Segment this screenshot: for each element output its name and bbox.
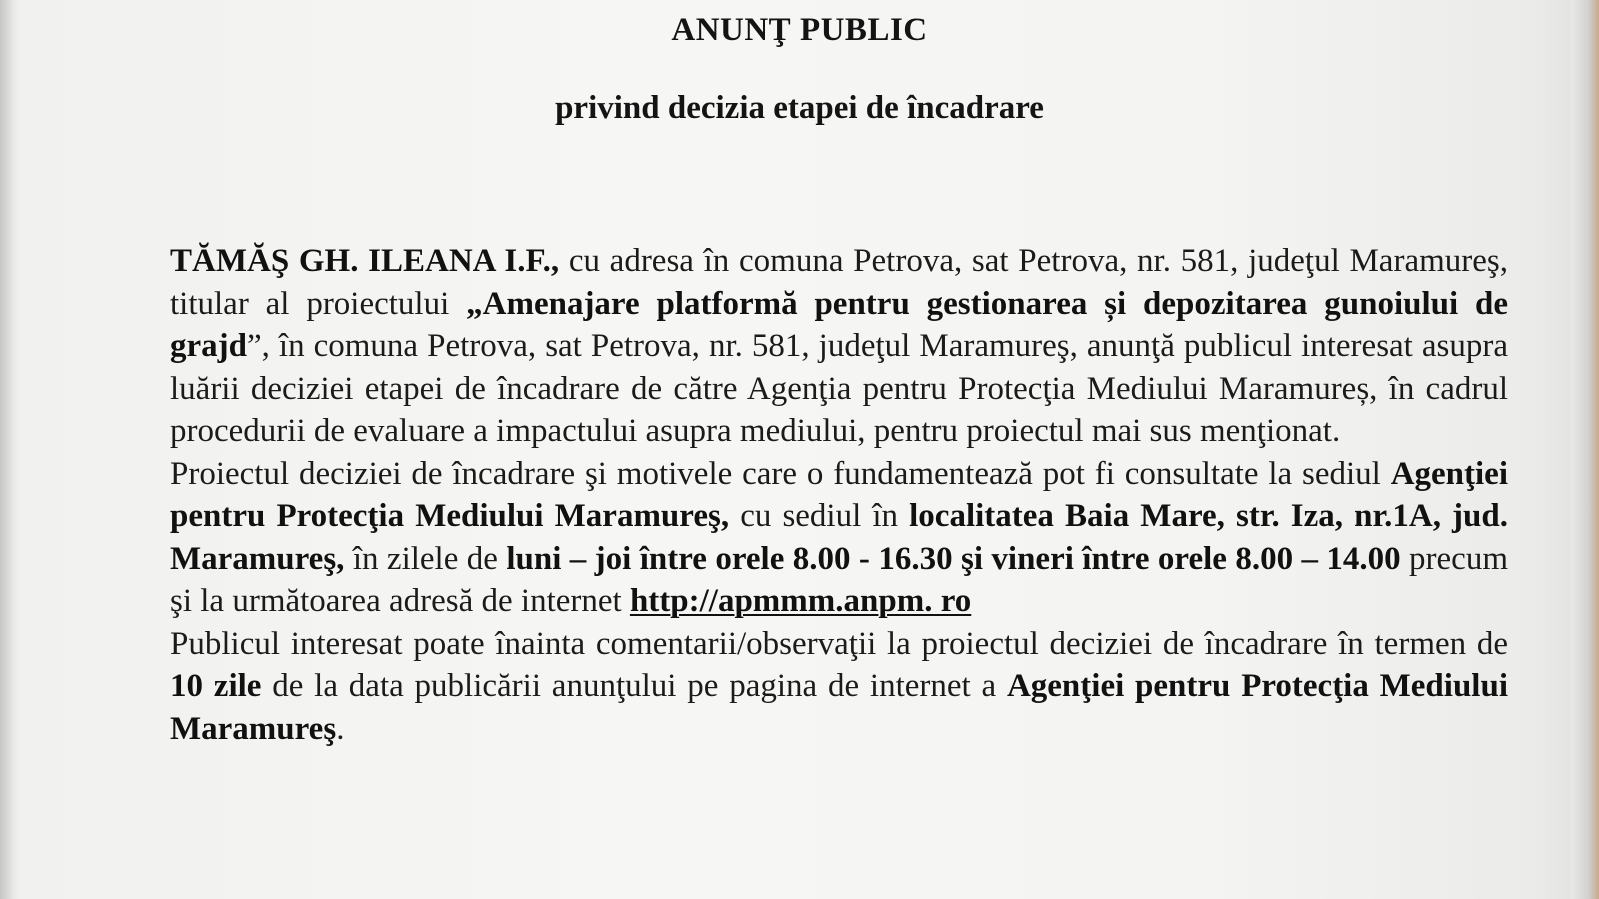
paragraph-comments: [170, 623, 1508, 751]
paragraph1-text-a: cu adresa în comuna Petrova, sat Petrova, nr. 581, judeţul Maramureş, titular al proiectului: [170, 243, 1508, 322]
paper-left-shadow: [0, 0, 12, 899]
agency-name: Agenţiei pentru Protecţia Mediului Maramureş,: [170, 455, 1508, 534]
paper-right-edge: [1571, 0, 1599, 899]
paragraph2-text-a: Proiectul deciziei de încadrare şi motivele care o fundamentează pot fi consultate la sediul: [170, 455, 1391, 492]
paragraph1-text-b: ”, în comuna Petrova, sat Petrova, nr. 581, judeţul Maramureş, anunţă publicul interesat asupra luării deciziei etapei de încadrare de către Agenţia pentru Protecţia Mediului Maramureș, în cadrul procedurii de evaluare a impactului asupra mediului, pentru proiectul mai sus menţionat.: [170, 328, 1508, 449]
paragraph3-text-b: de la data publicării anunţului pe pagina de internet a: [261, 668, 1007, 704]
paragraph3-text-a: Publicul interesat poate înainta comentarii/observaţii la proiectul deciziei de încadrare în termen de: [170, 625, 1508, 662]
document-body: [170, 240, 1508, 750]
project-name: „Amenajare platformă pentru gestionarea și depozitarea gunoiului de grajd: [170, 285, 1508, 364]
office-hours: luni – joi între orele 8.00 - 16.30 şi vineri între orele 8.00 – 14.00: [506, 540, 1401, 577]
website-link[interactable]: http://apmmm.anpm. ro: [629, 583, 972, 619]
document-title: ANUNŢ PUBLIC: [671, 12, 928, 48]
paragraph-announcement: [170, 240, 1508, 453]
paragraph-consultation: [170, 453, 1508, 623]
document-subtitle: privind decizia etapei de încadrare: [555, 90, 1044, 126]
paragraph2-text-b: cu sediul în: [729, 498, 910, 534]
paragraph2-text-d: precum şi la următoarea adresă de internet: [170, 540, 1508, 619]
paragraph2-text-c: în zilele de: [344, 540, 507, 577]
comment-deadline: 10 zile: [170, 668, 262, 704]
agency-address: localitatea Baia Mare, str. Iza, nr.1A, jud. Maramureş,: [170, 498, 1508, 577]
agency-name-footer: Agenţiei pentru Protecţia Mediului Maramureş: [170, 668, 1509, 747]
company-name: TĂMĂŞ GH. ILEANA I.F.,: [170, 243, 560, 279]
paragraph3-text-c: .: [336, 710, 345, 747]
